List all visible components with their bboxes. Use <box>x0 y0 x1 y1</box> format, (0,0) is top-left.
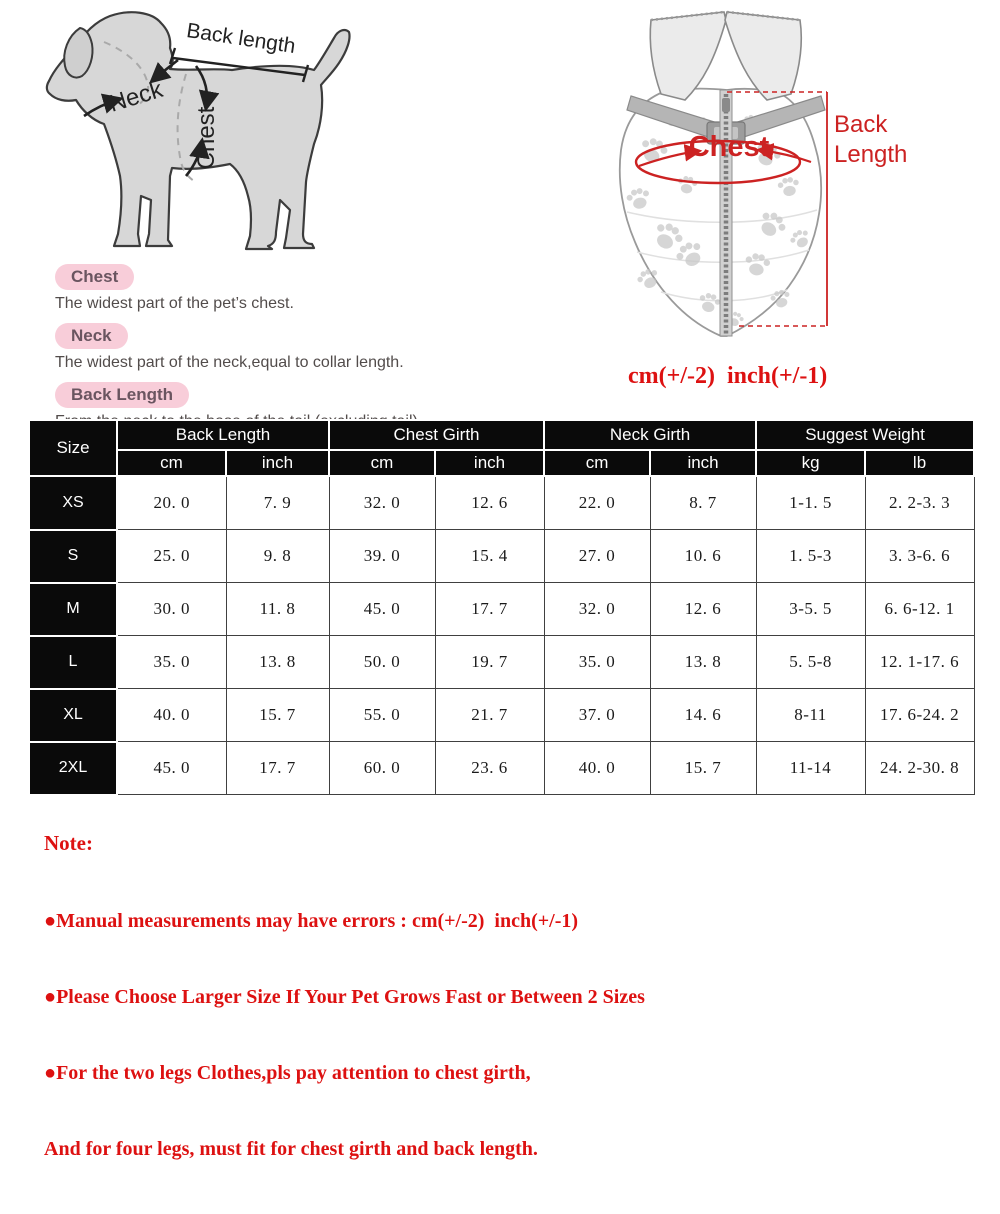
table-cell: 40. 0 <box>117 689 226 742</box>
table-cell: 6. 6-12. 1 <box>865 583 974 636</box>
size-table <box>28 419 975 796</box>
vest-zipper <box>720 90 732 336</box>
table-cell: 60. 0 <box>329 742 435 795</box>
col-header-size: Size <box>29 420 117 476</box>
table-cell: 3-5. 5 <box>756 583 865 636</box>
table-cell: 10. 6 <box>650 530 756 583</box>
table-row-xl <box>29 689 974 742</box>
col-header-neck-girth: Neck Girth <box>544 420 756 450</box>
table-cell: 35. 0 <box>544 636 650 689</box>
table-cell: 30. 0 <box>117 583 226 636</box>
subcol-neck-cm: cm <box>544 450 650 476</box>
definition-desc-neck: The widest part of the neck,equal to collar length. <box>55 354 404 371</box>
table-cell: 19. 7 <box>435 636 544 689</box>
table-cell: 13. 8 <box>650 636 756 689</box>
note-line: And for four legs, must fit for chest girth and back length. <box>44 1138 538 1160</box>
notes-title: Note: <box>44 831 93 855</box>
size-label: M <box>29 583 117 636</box>
table-cell: 7. 9 <box>226 476 329 530</box>
table-cell: 12. 6 <box>435 476 544 530</box>
table-cell: 17. 7 <box>435 583 544 636</box>
table-cell: 5. 5-8 <box>756 636 865 689</box>
dog-back-length-label: Back length <box>184 19 297 59</box>
table-cell: 9. 8 <box>226 530 329 583</box>
table-cell: 24. 2-30. 8 <box>865 742 974 795</box>
definition-desc-chest: The widest part of the pet’s chest. <box>55 295 294 312</box>
note-line: ●For the two legs Clothes,pls pay attention to chest girth, <box>44 1062 531 1084</box>
table-cell: 32. 0 <box>329 476 435 530</box>
table-cell: 21. 7 <box>435 689 544 742</box>
table-row-2xl <box>29 742 974 795</box>
table-cell: 13. 8 <box>226 636 329 689</box>
table-cell: 45. 0 <box>329 583 435 636</box>
table-cell: 8. 7 <box>650 476 756 530</box>
measurement-definitions <box>55 264 535 441</box>
size-label: XS <box>29 476 117 530</box>
table-cell: 15. 7 <box>650 742 756 795</box>
definition-term-chest: Chest <box>55 264 134 290</box>
table-cell: 22. 0 <box>544 476 650 530</box>
table-cell: 15. 7 <box>226 689 329 742</box>
dog-ear <box>64 28 92 78</box>
table-cell: 12. 1-17. 6 <box>865 636 974 689</box>
note-line: ●Please Choose Larger Size If Your Pet Grows Fast or Between 2 Sizes <box>44 986 645 1008</box>
table-cell: 12. 6 <box>650 583 756 636</box>
notes-section <box>44 795 979 1214</box>
table-cell: 11. 8 <box>226 583 329 636</box>
table-cell: 15. 4 <box>435 530 544 583</box>
table-cell: 40. 0 <box>544 742 650 795</box>
size-label: XL <box>29 689 117 742</box>
col-header-back-length: Back Length <box>117 420 329 450</box>
table-cell: 32. 0 <box>544 583 650 636</box>
tolerance-note: cm(+/-2) inch(+/-1) <box>628 363 828 389</box>
table-cell: 37. 0 <box>544 689 650 742</box>
table-cell: 20. 0 <box>117 476 226 530</box>
table-cell: 45. 0 <box>117 742 226 795</box>
table-row-l <box>29 636 974 689</box>
table-cell: 23. 6 <box>435 742 544 795</box>
subcol-chest-inch: inch <box>435 450 544 476</box>
subcol-weight-kg: kg <box>756 450 865 476</box>
vest-back-length-label-line2: Length <box>834 141 908 168</box>
table-cell: 35. 0 <box>117 636 226 689</box>
vest-collar <box>650 12 801 100</box>
table-cell: 39. 0 <box>329 530 435 583</box>
table-row-s <box>29 530 974 583</box>
table-row-m <box>29 583 974 636</box>
dog-measurement-diagram <box>18 4 364 270</box>
table-cell: 11-14 <box>756 742 865 795</box>
table-cell: 3. 3-6. 6 <box>865 530 974 583</box>
table-cell: 55. 0 <box>329 689 435 742</box>
table-cell: 25. 0 <box>117 530 226 583</box>
table-cell: 27. 0 <box>544 530 650 583</box>
table-cell: 2. 2-3. 3 <box>865 476 974 530</box>
table-row-xs <box>29 476 974 530</box>
vest-chest-label: Chest <box>688 131 770 163</box>
note-line: ●Manual measurements may have errors : cm(+/-2) inch(+/-1) <box>44 910 579 932</box>
vest-back-length-label-line1: Back <box>834 111 888 138</box>
col-header-suggest-weight: Suggest Weight <box>756 420 974 450</box>
definition-term-neck: Neck <box>55 323 128 349</box>
vest-measurement-diagram <box>575 4 910 350</box>
dog-chest-label: Chest <box>193 106 220 170</box>
table-cell: 17. 7 <box>226 742 329 795</box>
subcol-weight-lb: lb <box>865 450 974 476</box>
subcol-neck-inch: inch <box>650 450 756 476</box>
size-label: S <box>29 530 117 583</box>
size-label: L <box>29 636 117 689</box>
definition-term-back-length: Back Length <box>55 382 189 408</box>
subcol-back-length-cm: cm <box>117 450 226 476</box>
table-cell: 1-1. 5 <box>756 476 865 530</box>
definition-chest <box>55 264 535 313</box>
col-header-chest-girth: Chest Girth <box>329 420 544 450</box>
table-cell: 50. 0 <box>329 636 435 689</box>
subcol-chest-cm: cm <box>329 450 435 476</box>
table-cell: 8-11 <box>756 689 865 742</box>
definition-neck <box>55 323 535 372</box>
table-cell: 17. 6-24. 2 <box>865 689 974 742</box>
subcol-back-length-inch: inch <box>226 450 329 476</box>
table-cell: 14. 6 <box>650 689 756 742</box>
dog-neck-label: Neck <box>105 75 166 118</box>
size-label: 2XL <box>29 742 117 795</box>
table-cell: 1. 5-3 <box>756 530 865 583</box>
